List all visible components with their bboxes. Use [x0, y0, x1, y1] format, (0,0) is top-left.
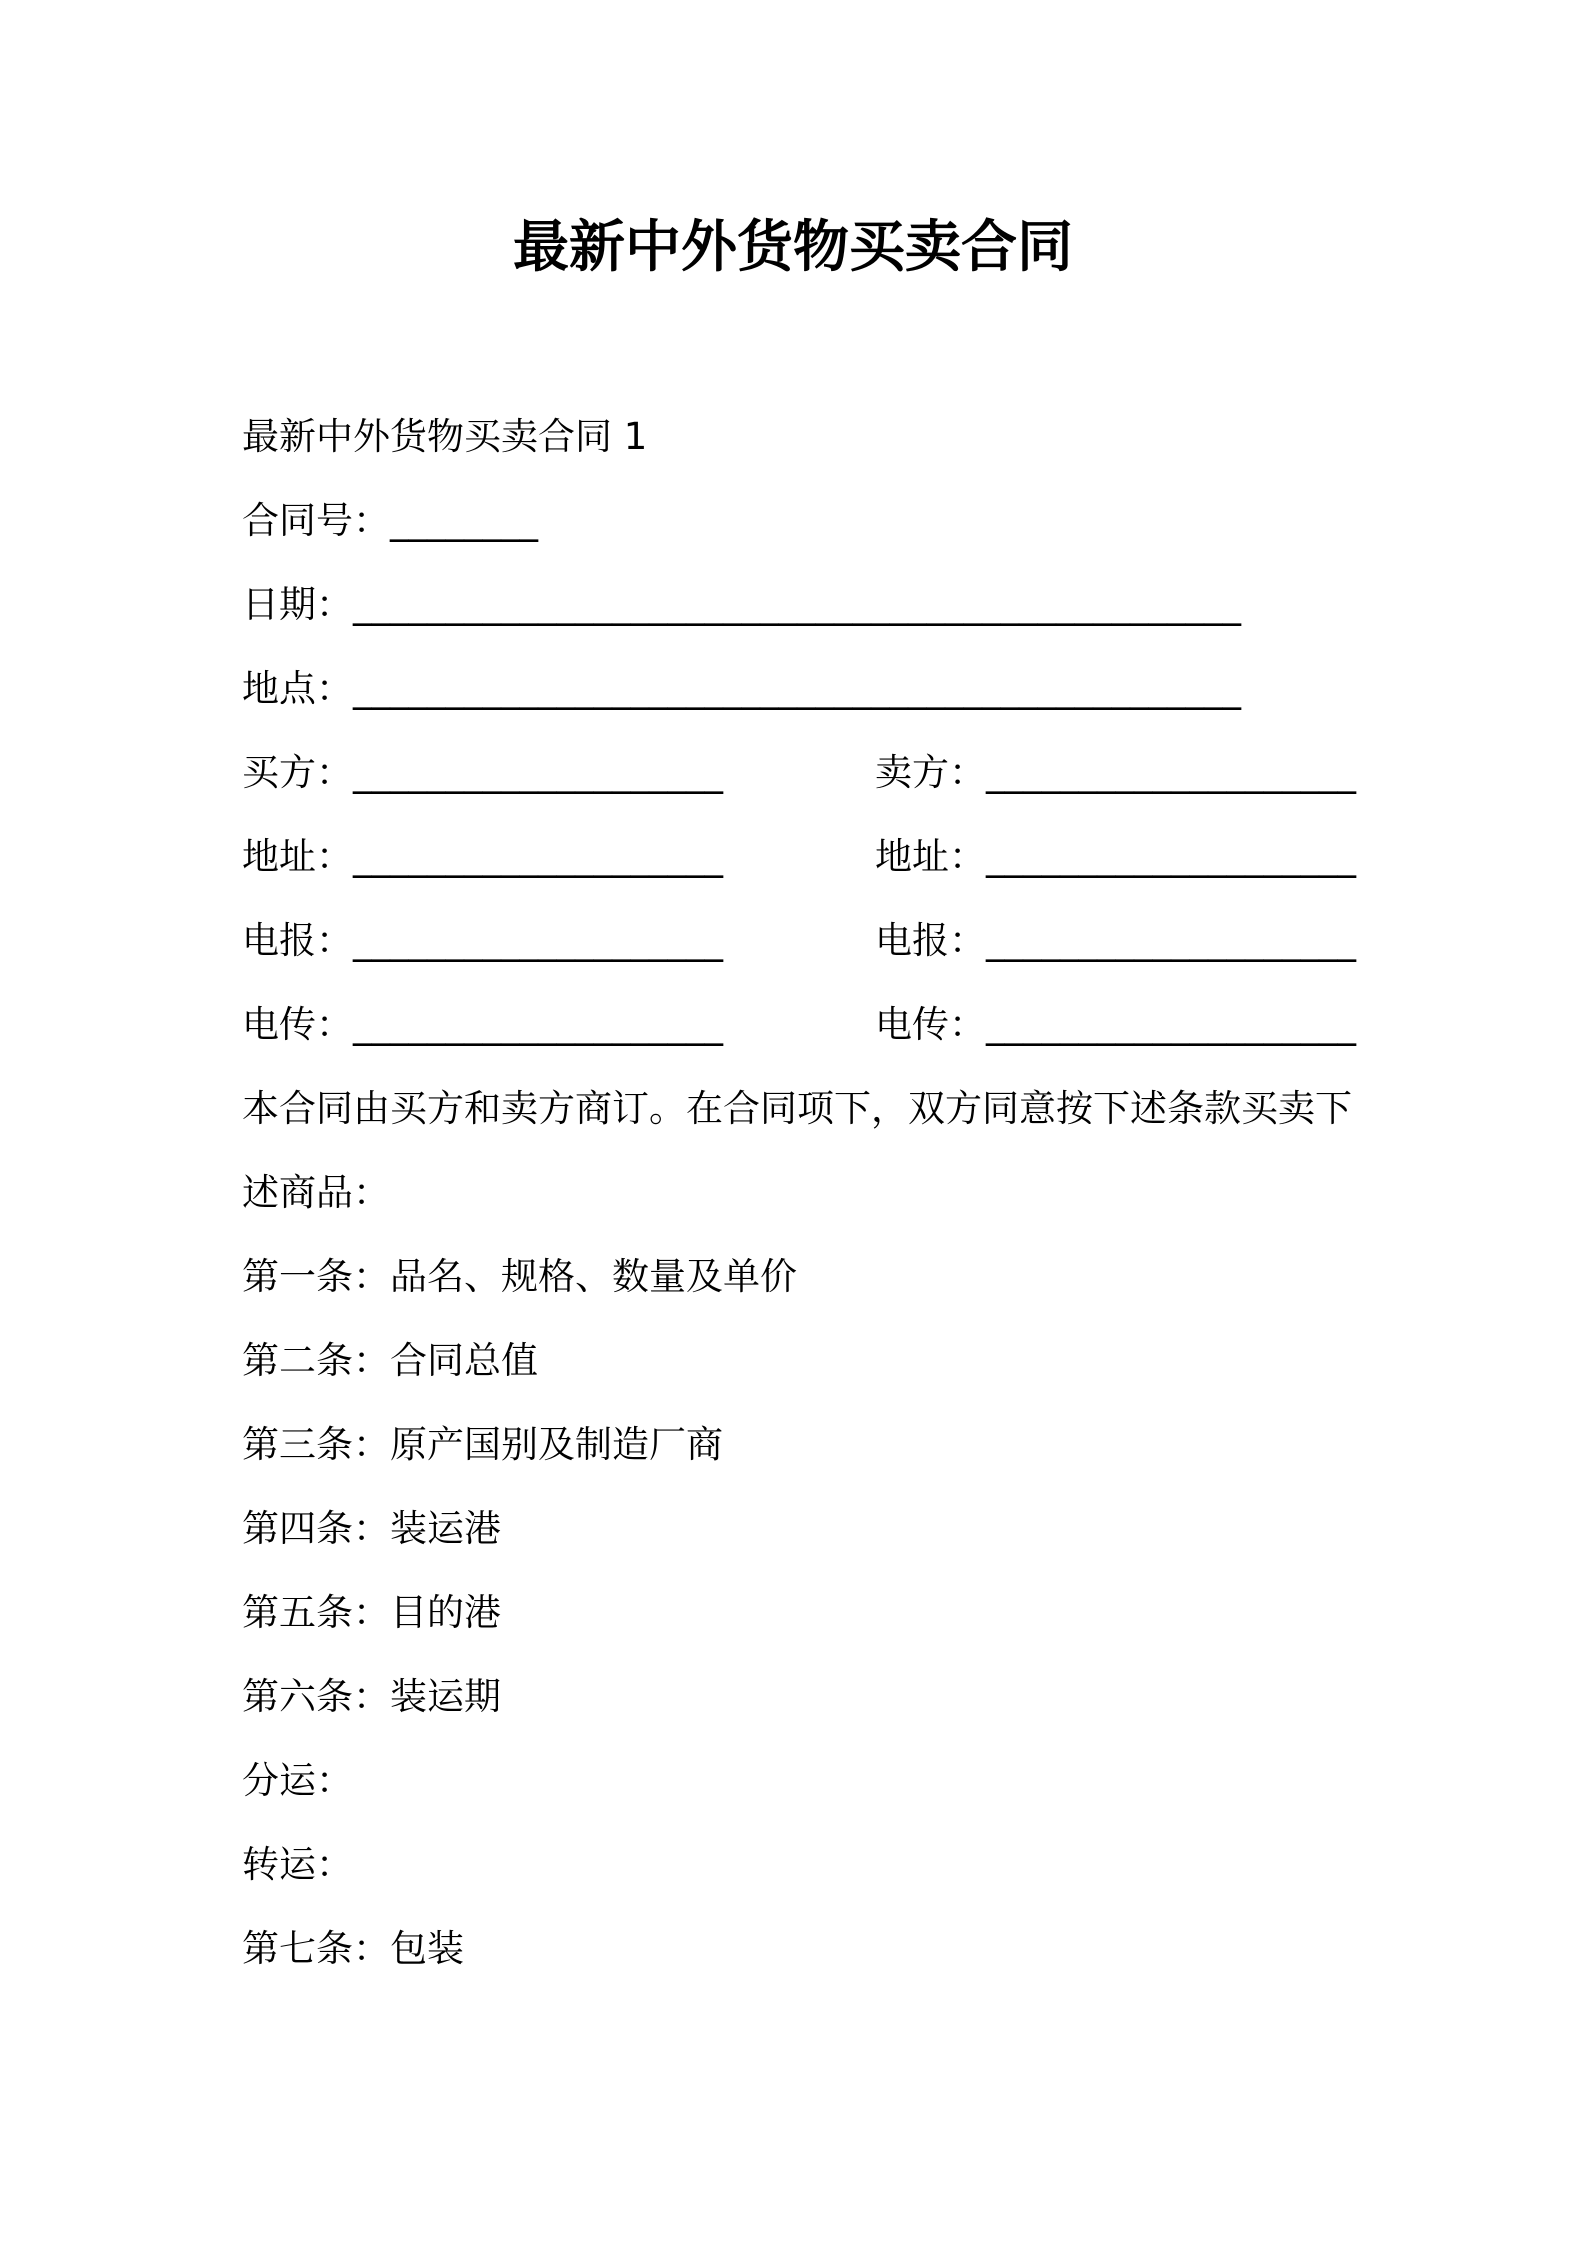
buyer-address-label: 地址：	[242, 835, 353, 878]
buyer-address-field	[242, 815, 875, 899]
party-row-address	[242, 815, 1362, 899]
article-2: 第二条：合同总值	[242, 1339, 538, 1382]
buyer-telegram-label: 电报：	[242, 919, 353, 962]
buyer-telex-label: 电传：	[242, 1003, 353, 1046]
seller-name-label: 卖方：	[875, 751, 986, 794]
contract-number-blank: ________	[390, 499, 538, 542]
buyer-name-label: 买方：	[242, 751, 353, 794]
place-blank: ________________________________________________	[353, 667, 1241, 710]
buyer-address-blank: ____________________	[353, 835, 723, 878]
seller-name-field	[875, 731, 1362, 815]
date-line	[242, 563, 1362, 647]
buyer-name-field	[242, 731, 875, 815]
place-label: 地点：	[242, 667, 353, 710]
intro-paragraph: 本合同由买方和卖方商订。在合同项下，双方同意按下述条款买卖下述商品：	[242, 1087, 1352, 1214]
seller-telex-field	[875, 983, 1362, 1067]
party-row-telex	[242, 983, 1362, 1067]
contract-number-label: 合同号：	[242, 499, 390, 542]
contract-number-line	[242, 479, 1362, 563]
seller-telegram-field	[875, 899, 1362, 983]
contract-subtitle: 最新中外货物买卖合同 1	[242, 415, 648, 458]
partial-shipment-item: 分运：	[242, 1759, 353, 1802]
party-row-telegram	[242, 899, 1362, 983]
seller-address-field	[875, 815, 1362, 899]
seller-telex-blank: ____________________	[986, 1003, 1356, 1046]
buyer-name-blank: ____________________	[353, 751, 723, 794]
seller-address-blank: ____________________	[986, 835, 1356, 878]
seller-telex-label: 电传：	[875, 1003, 986, 1046]
place-line	[242, 647, 1362, 731]
transshipment-item: 转运：	[242, 1843, 353, 1886]
seller-name-blank: ____________________	[986, 751, 1356, 794]
buyer-telegram-blank: ____________________	[353, 919, 723, 962]
document-title: 最新中外货物买卖合同	[513, 215, 1073, 280]
seller-telegram-blank: ____________________	[986, 919, 1356, 962]
article-3: 第三条：原产国别及制造厂商	[242, 1423, 723, 1466]
buyer-telex-field	[242, 983, 875, 1067]
article-4: 第四条：装运港	[242, 1507, 501, 1550]
buyer-telex-blank: ____________________	[353, 1003, 723, 1046]
date-label: 日期：	[242, 583, 353, 626]
seller-telegram-label: 电报：	[875, 919, 986, 962]
article-7: 第七条：包装	[242, 1927, 464, 1970]
date-blank: ________________________________________________	[353, 583, 1241, 626]
document-body	[242, 395, 1362, 1991]
article-1: 第一条：品名、规格、数量及单价	[242, 1255, 797, 1298]
seller-address-label: 地址：	[875, 835, 986, 878]
article-5: 第五条：目的港	[242, 1591, 501, 1634]
party-row-name	[242, 731, 1362, 815]
buyer-telegram-field	[242, 899, 875, 983]
article-6: 第六条：装运期	[242, 1675, 501, 1718]
